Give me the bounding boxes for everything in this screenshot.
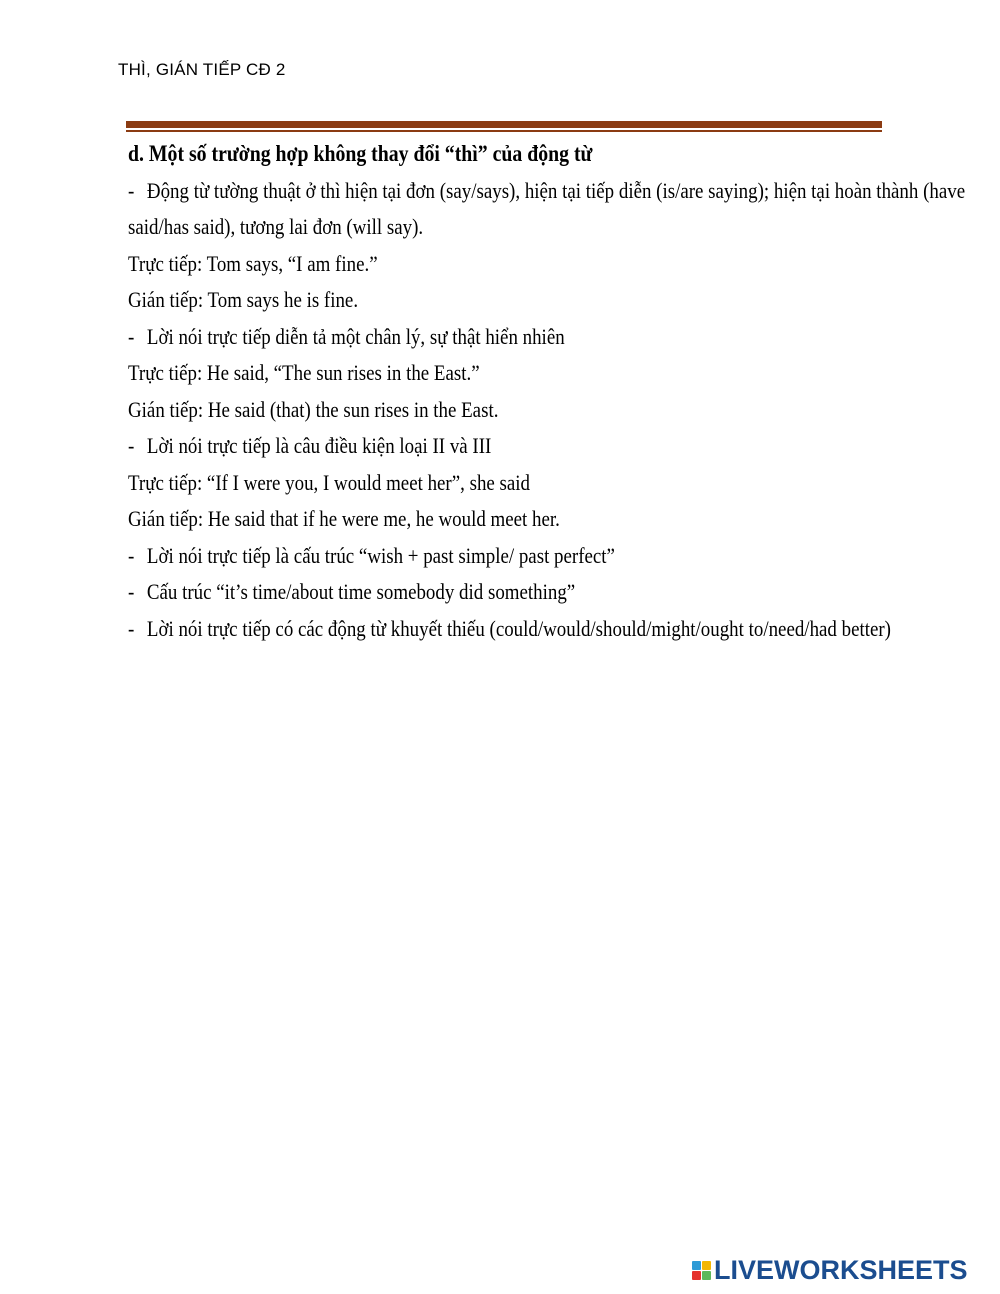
header-rule-thin bbox=[126, 130, 882, 132]
logo-text: LIVEWORKSHEETS bbox=[714, 1254, 968, 1285]
line-text: Cấu trúc “it’s time/about time somebody did something” bbox=[146, 579, 576, 604]
line-text: Trực tiếp: Tom says, “I am fine.” bbox=[128, 250, 378, 276]
content-line bbox=[128, 574, 888, 611]
header-rule-thick bbox=[126, 121, 882, 128]
line-text: said/has said), tương lai đơn (will say). bbox=[128, 214, 424, 239]
line-text: Gián tiếp: He said (that) the sun rises in the East. bbox=[128, 396, 499, 422]
content-line bbox=[128, 392, 888, 429]
line-text: Lời nói trực tiếp là cấu trúc “wish + past simple/ past perfect” bbox=[146, 542, 615, 568]
line-text: Trực tiếp: He said, “The sun rises in the East.” bbox=[128, 360, 480, 385]
logo-square-2 bbox=[702, 1261, 711, 1270]
liveworksheets-logo-icon bbox=[692, 1261, 711, 1280]
line-text: Gián tiếp: He said that if he were me, he would meet her. bbox=[128, 506, 560, 531]
page-header-title: THÌ, GIÁN TIẾP CĐ 2 bbox=[118, 60, 286, 79]
content-line bbox=[128, 173, 966, 210]
content-line bbox=[128, 538, 888, 575]
line-text: Lời nói trực tiếp là câu điều kiện loại II và III bbox=[146, 433, 492, 458]
bullet-dash: - bbox=[128, 542, 135, 568]
worksheet-content bbox=[128, 136, 966, 647]
content-line bbox=[128, 282, 888, 319]
line-text: Động từ tường thuật ở thì hiện tại đơn (say/says), hiện tại tiếp diễn (is/are saying); hiện tại hoàn thành (have bbox=[146, 177, 966, 203]
liveworksheets-logo[interactable] bbox=[692, 1255, 968, 1285]
content-line bbox=[128, 355, 888, 392]
bullet-dash: - bbox=[128, 579, 135, 604]
bullet-dash: - bbox=[128, 433, 135, 458]
content-lines bbox=[128, 173, 966, 648]
content-line bbox=[128, 319, 888, 356]
logo-square-3 bbox=[692, 1271, 701, 1280]
logo-square-4 bbox=[702, 1271, 711, 1280]
content-line bbox=[128, 246, 888, 283]
bullet-dash: - bbox=[128, 615, 135, 641]
content-line bbox=[128, 209, 888, 246]
content-line bbox=[128, 428, 888, 465]
line-text: Gián tiếp: Tom says he is fine. bbox=[128, 287, 359, 312]
bullet-dash: - bbox=[128, 177, 135, 203]
section-heading: d. Một số trường hợp không thay đổi “thì” của động từ bbox=[128, 141, 593, 166]
content-line bbox=[128, 465, 888, 502]
line-text: Lời nói trực tiếp có các động từ khuyết thiếu (could/would/should/might/ought to/need/had better) bbox=[146, 615, 891, 641]
bullet-dash: - bbox=[128, 323, 135, 349]
content-line bbox=[128, 501, 888, 538]
line-text: Lời nói trực tiếp diễn tả một chân lý, sự thật hiển nhiên bbox=[146, 323, 565, 349]
line-text: Trực tiếp: “If I were you, I would meet her”, she said bbox=[128, 469, 531, 495]
logo-square-1 bbox=[692, 1261, 701, 1270]
content-line bbox=[128, 611, 891, 648]
